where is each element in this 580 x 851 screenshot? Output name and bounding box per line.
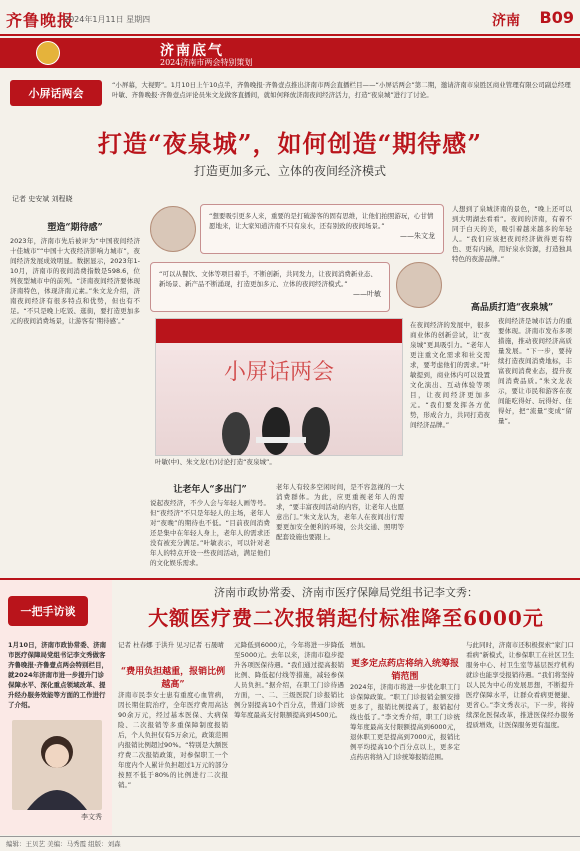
pull-quote: [200, 204, 444, 254]
emblem-icon: [36, 41, 60, 65]
interview-headline: 大额医疗费二次报销起付标准降至6000元: [148, 606, 544, 630]
avatar: [396, 262, 442, 308]
byline: 记者 杜春娜 于洪升 见习记者 石晟晴: [118, 641, 224, 649]
headline: 打造“夜泉城”，如何创造“期待感”: [97, 129, 483, 158]
article-column: 夜间经济是城市活力的重要体现。济南市发布多项措施，推动夜间经济高质量发展。“下一步，要持续打造夜间消费地标，丰富夜间消费业态，提升夜间消费品质。”朱文龙表示，要让市民和游客在夜间能吃得好、玩得好、住得好，把“流量”变成“留量”。: [498, 317, 572, 425]
section-name: 济南: [492, 13, 520, 29]
subheadline: 打造更加多元、立体的夜间经济模式: [193, 164, 386, 178]
section-heading: 塑造“期待感”: [47, 223, 103, 233]
article-column: 元降低到6000元，今年将进一步降低至5000元。去年以来，济南市稳步提升各项医保待遇。“我们通过提高报销比例、降低起付线等措施，减轻参保人员负担。”据介绍，在职工门诊待遇方面，一、二、三级医院门诊报销比例分别提高10个百分点，普通门诊统筹年度最高支付限额提高到4500元。: [234, 641, 344, 719]
article-column: 增加。: [350, 641, 370, 649]
banner-title: 济南底气: [160, 43, 224, 59]
portrait-photo: [12, 720, 102, 810]
article-column: 说起夜经济，不少人会与年轻人画等号。但“夜经济”不只是年轻人的主场，老年人对“夜晚”的期待也不低。“目前夜间消费还是集中在年轻人身上，老年人的需求还没有被充分满足。”叶敏表示，可以针对老年人的特点开设一些夜间活动，满足他们的文化娱乐需求。: [150, 499, 270, 567]
article-column: 在夜间经济的发展中，很多商业体的创新尝试，让“夜泉城”更具吸引力。“老年人更注重文化需求和社交需求，要考虑他们的需求。”叶敏提到，商业体内可以设置文化演出、互动体验等项目，让夜间经济更加多元。“我们要发挥各方优势，形成合力，共同打造夜间经济品牌。”: [410, 321, 490, 429]
topic-banner: [0, 38, 580, 68]
quote-text: “可以从餐饮、文体等项目着手，不断创新，共同发力，让夜间消费新业态、新场景、新产品不断涌现，打造更加多元、立体的夜间经济模式。”: [159, 270, 377, 288]
article-column: 人想到了泉城济南的景色，“晚上还可以到大明湖去看看”。夜间的济南，有着不同于白天的美，吸引着越来越多的年轻人。“我们应该把夜间经济做得更有特色、更有内涵，用好泉水资源，打造独具特色的夜游品牌。”: [452, 205, 572, 263]
quote-text: “想要吸引更多人来，重要的是打破游客的固有思维，让他们拍照游玩，心甘情愿地来，让大家知道济南不只有泉水，还有别致的夜间场景。”: [209, 212, 434, 230]
lead-paragraph: “小屏幕，大视野”。1月10日上午10点半，齐鲁晚报·齐鲁壹点推出济南市两会直播栏目——“小屏话两会”第二期，邀请济南市泉胜区商业管理有限公司副总经理叶敏、齐鲁晚报·齐鲁壹点评论员朱文龙做客直播间，就如何释放济南夜间经济活力，打造“夜泉城”进行了讨论。: [112, 81, 571, 99]
page-number: B09: [539, 8, 574, 27]
article-column: 2023年，济南市先后被评为“中国夜间经济十佳城市”“中国十大夜经济影响力城市”，夜间经济发展成效明显。数据显示，2023年1-10月，济南市的夜间消费指数是598.6，位列夜型城市中的前列。“济南夜间经济要体现济南特色，体现济南元素。”朱文龙介绍，济南夜间经济有很多特点和优势，但也有不足。“不只是晚上吃饭、逛街，要打造更加多元的夜间消费场景，让游客有‘期待感’。”: [10, 237, 140, 325]
article-column: 与此同时，济南市还积极探索“家门口看病”新模式，让参保职工在社区卫生服务中心、村卫生室等基层医疗机构就诊也能享受报销待遇。“我们将坚持以人民为中心的发展思想，不断提升医疗保障水平，让群众看病更便捷、更省心。”李文秀表示，下一步，将持续深化医保改革，推进医保经办服务提质增效，让医保服务更有温度。: [466, 641, 574, 729]
photo-caption: 叶敏(中)、朱文龙(右)讨论打造“夜泉城”。: [155, 458, 276, 466]
avatar: [150, 206, 196, 252]
section-heading: “费用负担越重，报销比例越高”: [120, 667, 226, 690]
newspaper-logo: 齐鲁晚报: [6, 11, 75, 30]
section-heading: 高品质打造“夜泉城”: [470, 303, 554, 313]
svg-text:小屏话两会: 小屏话两会: [223, 360, 335, 385]
sidebar-summary: 1月10日，济南市政协常委、济南市医疗保障局党组书记李文秀做客齐鲁晚报·齐鲁壹点两会特别栏目，就2024年济南市进一步提升门诊保障水平、深化重点领域改革、提升经办服务效能等方面的工作进行了介绍。: [8, 641, 108, 709]
pull-quote: [150, 262, 390, 312]
interview-badge: 一把手访谈: [8, 596, 88, 626]
quote-author: ——朱文龙: [400, 232, 435, 240]
interview-subtitle: 济南市政协常委、济南市医疗保障局党组书记李文秀：: [214, 586, 478, 599]
column-badge: 小屏话两会: [10, 80, 102, 106]
article-column: 老年人有较多空闲时间，是不容忽视的一大消费群体。为此，应更重视老年人的需求，“要丰富夜间活动的内容，让老年人也愿意出门。”朱文龙认为，老年人在夜间出行需要更加安全便利的环境，公共交通、照明等配套设施也要跟上。: [276, 483, 404, 541]
issue-date: 2024年1月11日 星期四: [64, 15, 151, 24]
portrait-name: 李文秀: [81, 813, 102, 821]
banner-subtitle: 2024济南市两会特别策划: [160, 58, 253, 67]
byline: 记者 史安斌 刘程晓: [12, 195, 73, 203]
quote-author: ——叶敏: [353, 290, 381, 298]
article-column: 济南市民李女士患有重度心血管病，因长期住院治疗，全年医疗费用高达90余万元，经过基本医保、大病保险、二次报销等多重保障制度报销后，个人负担仅有5万余元，政策范围内报销比例超过90%。“特别是大额医疗费二次报销政策，对参保职工一个年度内个人累计负担超过1万元的部分按照不低于80%的比例进行二次报销。”: [118, 691, 228, 789]
page-footer: 编辑：王贝艺 美编：马秀霞 组版：刘森: [0, 836, 580, 851]
section-heading: 让老年人“多出门”: [173, 485, 247, 495]
studio-photo: [155, 318, 403, 456]
section-heading: 更多定点药店将纳入统筹报销范围: [350, 659, 459, 682]
article-column: 2024年，济南市将进一步优化职工门诊保障政策。“职工门诊报销金额安排更多了，报销比例提高了，报销起付线也低了。”李文秀介绍，职工门诊统筹年度最高支付限额提高到6000元，退休职工更是提高到7000元，报销比例平均提高10个百分点以上，更多定点药店将纳入门诊统筹报销范围。: [350, 683, 460, 761]
